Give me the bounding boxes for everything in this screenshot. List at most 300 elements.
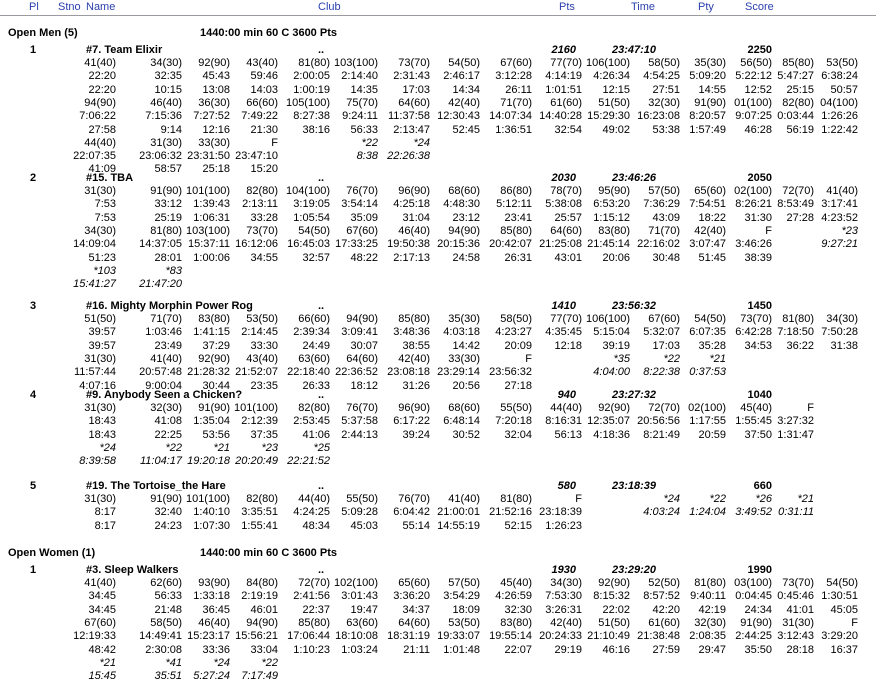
split-cell: 3:01:43 <box>341 590 378 603</box>
split-cell: 41:08 <box>154 415 182 428</box>
split-cell: 22:20 <box>88 70 116 83</box>
split-cell: 51:45 <box>698 251 726 264</box>
split-cell: 18:31:19 <box>387 630 430 643</box>
split-cell: 45:03 <box>350 519 378 532</box>
split-cell: 2:19:19 <box>241 590 278 603</box>
split-cell: 2:08:35 <box>689 630 726 643</box>
split-cell: 46(40) <box>150 96 182 109</box>
split-cell: 38:55 <box>402 339 430 352</box>
split-cell: 7:53 <box>94 198 116 211</box>
split-cell: 5:12:11 <box>496 198 532 211</box>
split-cell: 32:57 <box>302 251 330 264</box>
split-cell: 6:53:20 <box>593 198 630 211</box>
split-cell: 41:06 <box>302 428 330 441</box>
split-cell: 7:54:51 <box>689 198 726 211</box>
split-cell: 31(30) <box>84 493 116 505</box>
split-cell: 85(80) <box>782 57 814 69</box>
split-cell: 1:03:46 <box>145 326 182 339</box>
split-cell: 101(100) <box>185 493 230 505</box>
split-cell: 43:09 <box>652 211 680 224</box>
split-cell: 34:37 <box>402 603 430 616</box>
split-cell: 7:15:36 <box>145 110 182 123</box>
split-cell: 7:27:52 <box>193 110 230 123</box>
split-cell: 37:50 <box>744 428 772 441</box>
split-cell: 51(50) <box>598 96 630 109</box>
split-cell: 21:11 <box>403 643 430 656</box>
split-cell: 92(90) <box>198 57 230 69</box>
split-cell: 8:21:49 <box>643 428 680 441</box>
split-cell: 12:16 <box>202 123 230 136</box>
team-score: 1990 <box>747 564 772 576</box>
split-cell: 12:19:33 <box>73 630 116 643</box>
split-cell: *21 <box>797 493 814 505</box>
column-header-score[interactable]: Score <box>745 1 774 13</box>
team-points: 1410 <box>551 300 576 312</box>
split-cell: 1:26:23 <box>545 519 582 532</box>
split-cell: 1:06:31 <box>193 211 230 224</box>
split-cell: 34(30) <box>550 577 582 589</box>
split-cell: 31(30) <box>150 136 182 149</box>
split-cell: 66(60) <box>246 96 278 109</box>
split-cell: 6:48:14 <box>443 415 480 428</box>
split-cell: 16:23:08 <box>637 110 680 123</box>
split-cell: 54(50) <box>298 224 330 237</box>
split-cell: 23:49 <box>154 339 182 352</box>
split-cell: 52:15 <box>504 519 532 532</box>
split-cell: 43:01 <box>554 251 582 264</box>
split-cell: 27:28 <box>786 211 814 224</box>
split-cell: 25:15 <box>786 83 814 96</box>
split-cell: 9:40:11 <box>690 590 726 603</box>
split-cell: 6:07:35 <box>689 326 726 339</box>
split-cell: 15:23:17 <box>187 630 230 643</box>
split-cell: 0:04:45 <box>735 590 772 603</box>
split-cell: 2:13:11 <box>242 198 278 211</box>
split-cell: 85(80) <box>298 616 330 629</box>
split-cell: 38:16 <box>302 123 330 136</box>
split-cell: 33:30 <box>250 339 278 352</box>
split-cell: 36(30) <box>198 96 230 109</box>
split-cell: 20:56 <box>452 379 480 392</box>
split-cell: 8:27:38 <box>293 110 330 123</box>
split-cell: 94(90) <box>84 96 116 109</box>
split-cell: 2:00:05 <box>293 70 330 83</box>
team-name[interactable]: #16. Mighty Morphin Power Rog <box>86 300 253 312</box>
team-time: 23:18:39 <box>611 480 656 492</box>
split-cell: 23:29:14 <box>437 366 480 379</box>
split-cell: 62(60) <box>150 577 182 589</box>
split-cell: 54(50) <box>448 57 480 69</box>
split-cell: 20:57:48 <box>139 366 182 379</box>
split-cell: 14:40:28 <box>539 110 582 123</box>
split-cell: 73(70) <box>246 224 278 237</box>
club-placeholder: .. <box>318 480 325 492</box>
split-cell: 1:36:51 <box>495 123 532 136</box>
split-cell: 61(60) <box>648 616 680 629</box>
split-cell: 39:19 <box>602 339 630 352</box>
split-cell: 78(70) <box>550 185 582 197</box>
split-cell: 21:52:16 <box>489 506 532 519</box>
split-cell: 35(30) <box>448 313 480 325</box>
split-cell: 18:22 <box>698 211 726 224</box>
split-cell: 2:44:13 <box>341 428 378 441</box>
split-cell: 48:34 <box>302 519 330 532</box>
split-cell: 3:26:31 <box>545 603 582 616</box>
split-cell: 5:15:04 <box>593 326 630 339</box>
split-cell: 43(40) <box>246 57 278 69</box>
split-cell: 58(50) <box>500 313 532 325</box>
split-cell: 0:37:53 <box>689 366 726 379</box>
split-cell: 15:37:11 <box>187 238 230 251</box>
split-cell: 32(30) <box>648 96 680 109</box>
split-cell: 85(80) <box>398 313 430 325</box>
split-cell: 91(90) <box>694 96 726 109</box>
split-cell: 14:49:41 <box>139 630 182 643</box>
split-cell: 77(70) <box>550 313 582 325</box>
club-placeholder: .. <box>318 300 325 312</box>
split-cell: 71(70) <box>500 96 532 109</box>
split-cell: 92(90) <box>198 352 230 365</box>
split-cell: 68(60) <box>448 402 480 414</box>
split-cell: 2:31:43 <box>393 70 430 83</box>
split-cell: 82(80) <box>298 402 330 414</box>
split-cell: 21:10:49 <box>587 630 630 643</box>
split-cell: 1:35:04 <box>193 415 230 428</box>
split-cell: 1:07:30 <box>193 519 230 532</box>
split-cell: 42:20 <box>652 603 680 616</box>
split-cell: 42(40) <box>398 352 430 365</box>
split-cell: 33(30) <box>448 352 480 365</box>
split-cell: 5:32:07 <box>643 326 680 339</box>
split-cell: 29:19 <box>554 643 582 656</box>
split-cell: 73(70) <box>740 313 772 325</box>
column-header-club[interactable]: Club <box>318 1 341 13</box>
split-cell: 55(50) <box>500 402 532 414</box>
split-cell: 7:53 <box>94 211 116 224</box>
split-cell: 5:37:58 <box>341 415 378 428</box>
split-cell: 6:04:42 <box>393 506 430 519</box>
split-cell: 4:03:24 <box>643 506 680 519</box>
split-cell: *21 <box>99 656 116 669</box>
split-cell: *23 <box>261 441 278 454</box>
split-cell: 24:23 <box>154 519 182 532</box>
split-cell: *22 <box>361 136 378 149</box>
split-cell: 77(70) <box>550 57 582 69</box>
split-cell: *35 <box>613 352 630 365</box>
split-cell: 01(100) <box>734 96 772 109</box>
split-cell: 57(50) <box>648 185 680 197</box>
split-cell: 33:04 <box>250 643 278 656</box>
split-cell: F <box>525 352 532 365</box>
split-cell: 94(90) <box>246 616 278 629</box>
split-cell: 41(40) <box>84 57 116 69</box>
split-cell: F <box>851 616 858 629</box>
split-cell: 14:35 <box>350 83 378 96</box>
split-cell: 34:45 <box>88 590 116 603</box>
split-cell: 1:24:04 <box>689 506 726 519</box>
split-cell: 101(100) <box>185 185 230 197</box>
split-cell: 14:55 <box>698 83 726 96</box>
split-cell: F <box>765 224 772 237</box>
split-cell: 31(30) <box>84 185 116 197</box>
split-cell: 67(60) <box>648 313 680 325</box>
split-cell: *21 <box>709 352 726 365</box>
split-cell: 63(60) <box>346 616 378 629</box>
split-cell: 2:14:40 <box>341 70 378 83</box>
club-placeholder: .. <box>318 44 325 56</box>
split-cell: 19:20:18 <box>187 455 230 468</box>
split-cell: 1:22:42 <box>821 123 858 136</box>
split-cell: 4:14:19 <box>545 70 582 83</box>
column-header-time[interactable]: Time <box>631 1 656 13</box>
column-header-stno[interactable]: Stno <box>58 1 81 13</box>
split-cell: 1:40:10 <box>193 506 230 519</box>
split-cell: 7:06:22 <box>79 110 116 123</box>
split-cell: 34:45 <box>88 603 116 616</box>
split-cell: 31:04 <box>402 211 430 224</box>
split-cell: 22:18:40 <box>287 366 330 379</box>
split-cell: 02(100) <box>734 185 772 197</box>
split-cell: 7:17:49 <box>241 670 278 683</box>
split-cell: 94(90) <box>448 224 480 237</box>
team-name[interactable]: #19. The Tortoise_the Hare <box>86 480 226 492</box>
split-cell: 3:17:41 <box>821 198 858 211</box>
split-cell: 2:14:45 <box>241 326 278 339</box>
split-cell: 43(40) <box>246 352 278 365</box>
split-cell: 8:15:32 <box>593 590 630 603</box>
split-cell: 1:55:41 <box>241 519 278 532</box>
split-cell: 16:12:06 <box>235 238 278 251</box>
split-cell: 3:29:20 <box>821 630 858 643</box>
split-cell: F <box>807 402 814 414</box>
split-cell: 20:06 <box>602 251 630 264</box>
split-cell: 30:48 <box>652 251 680 264</box>
split-cell: 18:12 <box>350 379 378 392</box>
split-cell: 23:47:10 <box>235 150 278 163</box>
column-header-pts[interactable]: Pts <box>559 1 575 13</box>
split-cell: 4:03:18 <box>443 326 480 339</box>
team-time: 23:46:26 <box>611 172 656 184</box>
split-cell: 32(30) <box>150 402 182 414</box>
split-cell: 81(80) <box>150 224 182 237</box>
split-cell: 2:39:34 <box>293 326 330 339</box>
split-cell: 48:42 <box>88 643 116 656</box>
split-cell: 94(90) <box>346 313 378 325</box>
split-cell: 65(60) <box>694 185 726 197</box>
split-cell: *22 <box>709 493 726 505</box>
split-cell: 56:33 <box>154 590 182 603</box>
split-cell: 45:05 <box>830 603 858 616</box>
category-info: 1440:00 min 60 C 3600 Pts <box>200 547 337 559</box>
split-cell: 81(80) <box>298 57 330 69</box>
split-cell: 32:04 <box>504 428 532 441</box>
split-cell: 02(100) <box>688 402 726 414</box>
split-cell: 52:45 <box>452 123 480 136</box>
split-cell: 29:47 <box>698 643 726 656</box>
split-cell: 20:59 <box>698 428 726 441</box>
split-cell: 17:03 <box>402 83 430 96</box>
split-cell: 3:35:51 <box>241 506 278 519</box>
split-cell: *21 <box>213 441 230 454</box>
split-cell: 42(40) <box>550 616 582 629</box>
split-cell: 104(100) <box>285 185 330 197</box>
split-cell: 37:29 <box>202 339 230 352</box>
split-cell: 46:16 <box>602 643 630 656</box>
split-cell: 26:11 <box>505 83 532 96</box>
split-cell: F <box>271 136 278 149</box>
split-cell: 28:18 <box>786 643 814 656</box>
split-cell: 18:43 <box>88 415 116 428</box>
split-cell: *24 <box>213 656 230 669</box>
split-cell: 41:09 <box>88 163 116 176</box>
team-points: 2030 <box>551 172 576 184</box>
split-cell: 91(90) <box>150 185 182 197</box>
team-points: 2160 <box>551 44 576 56</box>
team-name[interactable]: #7. Team Elixir <box>86 44 163 56</box>
split-cell: 33:36 <box>202 643 230 656</box>
split-cell: 1:55:45 <box>735 415 772 428</box>
column-header-name[interactable]: Name <box>86 1 116 13</box>
split-cell: 21:28:32 <box>187 366 230 379</box>
split-cell: 85(80) <box>500 224 532 237</box>
split-cell: 24:34 <box>744 603 772 616</box>
split-cell: 8:22:38 <box>643 366 680 379</box>
split-cell: 1:05:54 <box>293 211 330 224</box>
split-cell: 13:08 <box>202 83 230 96</box>
team-points: 940 <box>557 389 576 401</box>
split-cell: 04(100) <box>820 96 858 109</box>
split-cell: 17:33:25 <box>335 238 378 251</box>
split-cell: 12:52 <box>744 83 772 96</box>
split-cell: 4:54:25 <box>643 70 680 83</box>
split-cell: 21:38:48 <box>637 630 680 643</box>
split-cell: 5:09:28 <box>341 506 378 519</box>
split-cell: 27:58 <box>88 123 116 136</box>
split-cell: 18:10:08 <box>335 630 378 643</box>
split-cell: 34(30) <box>150 57 182 69</box>
split-cell: 96(90) <box>398 185 430 197</box>
split-cell: 9:07:25 <box>735 110 772 123</box>
split-cell: 81(80) <box>782 313 814 325</box>
team-score: 660 <box>753 480 772 492</box>
split-cell: 4:48:30 <box>443 198 480 211</box>
split-cell: 22:26:38 <box>387 150 430 163</box>
split-cell: 48:22 <box>350 251 378 264</box>
split-cell: 34(30) <box>826 313 858 325</box>
split-cell: 83(80) <box>500 616 532 629</box>
split-cell: 31:30 <box>744 211 772 224</box>
split-cell: 4:18:36 <box>593 428 630 441</box>
split-cell: 1:15:12 <box>593 211 630 224</box>
column-header-pl[interactable]: Pl <box>29 1 39 13</box>
split-cell: 8:53:49 <box>777 198 814 211</box>
split-cell: 72(70) <box>782 185 814 197</box>
team-time: 23:56:32 <box>611 300 656 312</box>
split-cell: 26:33 <box>302 379 330 392</box>
split-cell: 58:57 <box>154 163 182 176</box>
split-cell: 22:37 <box>302 603 330 616</box>
team-place: 3 <box>30 300 37 312</box>
split-cell: 57(50) <box>448 577 480 589</box>
team-points: 580 <box>557 480 576 492</box>
split-cell: 75(70) <box>346 96 378 109</box>
split-cell: 2:30:08 <box>145 643 182 656</box>
team-points: 1930 <box>551 564 576 576</box>
split-cell: 2:46:17 <box>443 70 480 83</box>
category-info: 1440:00 min 60 C 3600 Pts <box>200 27 337 39</box>
split-cell: 2:17:13 <box>393 251 430 264</box>
split-cell: 1:30:51 <box>821 590 858 603</box>
split-cell: 59:46 <box>250 70 278 83</box>
split-cell: 72(70) <box>298 577 330 589</box>
split-cell: 64(60) <box>398 616 430 629</box>
split-cell: 5:38:08 <box>545 198 582 211</box>
split-cell: 5:22:12 <box>735 70 772 83</box>
split-cell: 92(90) <box>598 577 630 589</box>
split-cell: 3:09:41 <box>341 326 378 339</box>
split-cell: 15:41:27 <box>73 278 116 291</box>
split-cell: 56:33 <box>350 123 378 136</box>
split-cell: 46:01 <box>250 603 278 616</box>
split-cell: 50:57 <box>830 83 858 96</box>
team-name[interactable]: #9. Anybody Seen a Chicken? <box>86 389 243 401</box>
split-cell: 93(90) <box>198 577 230 589</box>
split-cell: 95(90) <box>598 185 630 197</box>
split-cell: 8:16:31 <box>545 415 582 428</box>
split-cell: 36:22 <box>786 339 814 352</box>
split-cell: 11:57:44 <box>73 366 116 379</box>
team-time: 23:29:20 <box>611 564 656 576</box>
column-header-pty[interactable]: Pty <box>698 1 714 13</box>
split-cell: 86(80) <box>500 185 532 197</box>
split-cell: *23 <box>841 224 858 237</box>
split-cell: 34:55 <box>250 251 278 264</box>
results-list[interactable] <box>0 16 876 695</box>
split-cell: 35:51 <box>154 670 182 683</box>
split-cell: 33(30) <box>198 136 230 149</box>
split-cell: 39:24 <box>402 428 430 441</box>
team-score: 2050 <box>747 172 772 184</box>
split-cell: 0:31:11 <box>778 506 814 519</box>
split-cell: 17:03 <box>652 339 680 352</box>
split-cell: 106(100) <box>585 57 630 69</box>
split-cell: 41(40) <box>826 185 858 197</box>
split-cell: 12:35:07 <box>587 415 630 428</box>
split-cell: 3:07:47 <box>689 238 726 251</box>
split-cell: 15:29:30 <box>587 110 630 123</box>
split-cell: 56:19 <box>786 123 814 136</box>
split-cell: 19:33:07 <box>437 630 480 643</box>
team-name[interactable]: #15. TBA <box>86 172 134 184</box>
split-cell: 25:57 <box>554 211 582 224</box>
split-cell: 45(40) <box>500 577 532 589</box>
split-cell: 42:19 <box>698 603 726 616</box>
split-cell: 76(70) <box>398 493 430 505</box>
split-cell: 3:54:14 <box>341 198 378 211</box>
split-cell: 1:31:47 <box>777 428 814 441</box>
split-cell: 0:03:44 <box>777 110 814 123</box>
split-cell: 45:43 <box>202 70 230 83</box>
team-name[interactable]: #3. Sleep Walkers <box>86 564 179 576</box>
split-cell: 73(70) <box>782 577 814 589</box>
split-cell: 36:45 <box>202 603 230 616</box>
split-cell: 22:07 <box>504 643 532 656</box>
split-cell: 20:15:36 <box>437 238 480 251</box>
split-cell: 2:12:39 <box>241 415 278 428</box>
split-cell: 20:56:56 <box>637 415 680 428</box>
split-cell: 12:15 <box>602 83 630 96</box>
split-cell: 27:51 <box>652 83 680 96</box>
